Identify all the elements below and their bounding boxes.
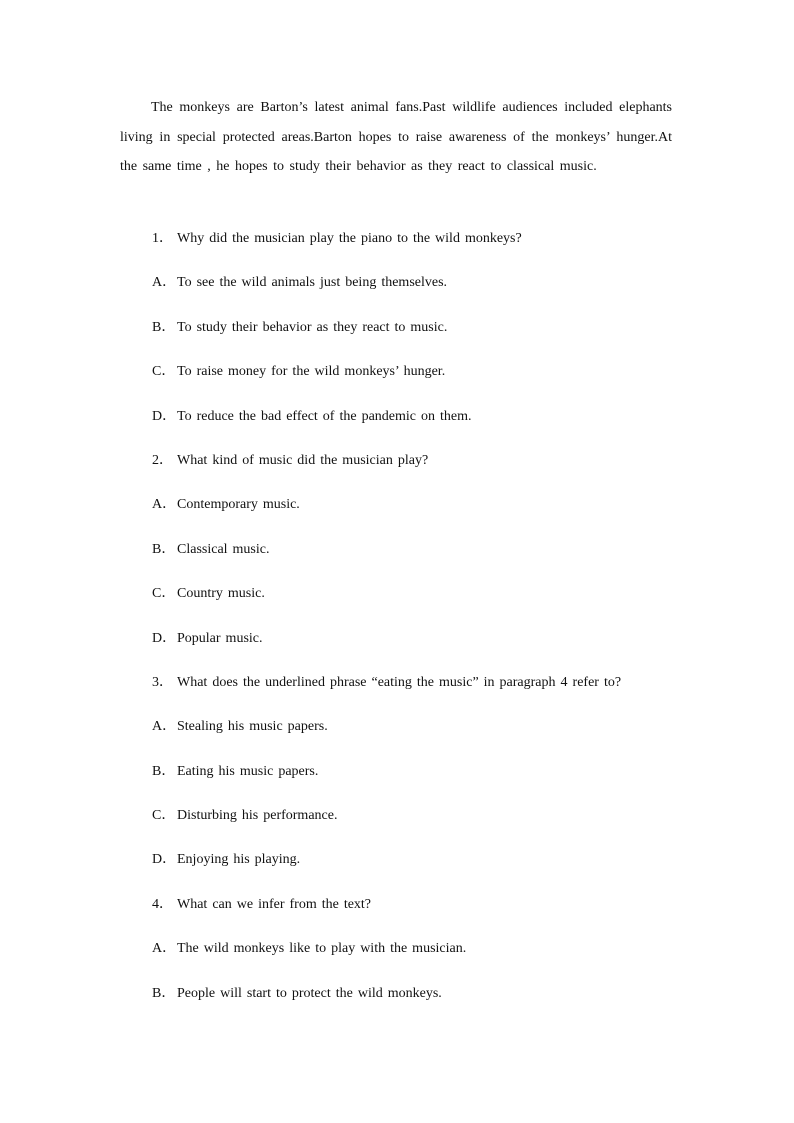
item-marker: A． xyxy=(152,275,177,291)
item-text: Disturbing his performance. xyxy=(177,808,338,824)
item-text: Why did the musician play the piano to the wild monkeys? xyxy=(177,231,522,246)
option-1d xyxy=(152,402,692,446)
question-4 xyxy=(152,890,692,934)
item-text: Enjoying his playing. xyxy=(177,852,301,868)
item-text: Popular music. xyxy=(177,630,263,646)
option-3c xyxy=(152,801,692,845)
item-marker: C． xyxy=(152,808,176,824)
item-text: What kind of music did the musician play? xyxy=(177,452,429,468)
option-2c xyxy=(152,579,692,623)
question-1 xyxy=(152,224,692,268)
item-marker: C． xyxy=(152,586,176,602)
option-2b xyxy=(152,535,692,579)
option-3a xyxy=(152,712,692,756)
item-marker: C． xyxy=(152,364,176,380)
item-marker: B． xyxy=(152,319,176,335)
item-text: Stealing his music papers. xyxy=(177,719,328,735)
item-marker: B． xyxy=(152,541,176,557)
item-text: To raise money for the wild monkeys’ hunger. xyxy=(177,364,446,380)
option-4b xyxy=(152,979,692,1023)
item-text: Classical music. xyxy=(177,541,270,557)
item-marker: 1． xyxy=(152,231,173,246)
item-text: To study their behavior as they react to music. xyxy=(177,319,448,335)
item-text: People will start to protect the wild monkeys. xyxy=(177,985,442,1001)
item-text: Country music. xyxy=(177,586,265,602)
item-marker: 3． xyxy=(152,674,173,690)
option-2a xyxy=(152,490,692,534)
item-marker: A． xyxy=(152,719,177,735)
question-list xyxy=(152,224,692,1023)
option-1c xyxy=(152,357,692,401)
item-marker: 4． xyxy=(152,896,173,912)
option-1a xyxy=(152,268,692,312)
item-text: To reduce the bad effect of the pandemic on them. xyxy=(177,408,472,424)
item-text: The wild monkeys like to play with the musician. xyxy=(177,941,467,957)
option-4a xyxy=(152,934,692,978)
item-marker: A． xyxy=(152,497,177,513)
option-3d xyxy=(152,845,692,889)
option-3b xyxy=(152,757,692,801)
item-text: Eating his music papers. xyxy=(177,763,319,779)
option-2d xyxy=(152,624,692,668)
item-marker: D． xyxy=(152,408,177,424)
item-marker: D． xyxy=(152,852,177,868)
item-text: To see the wild animals just being themselves. xyxy=(177,275,448,291)
item-marker: 2． xyxy=(152,452,173,468)
item-marker: D． xyxy=(152,630,177,646)
item-text: What can we infer from the text? xyxy=(177,896,372,912)
option-1b xyxy=(152,313,692,357)
item-marker: B． xyxy=(152,985,176,1001)
item-marker: B． xyxy=(152,763,176,779)
item-text: What does the underlined phrase “eating the music” in paragraph 4 refer to? xyxy=(177,674,622,690)
item-marker: A． xyxy=(152,941,177,957)
item-text: Contemporary music. xyxy=(177,497,300,513)
question-3 xyxy=(152,668,692,712)
passage-paragraph: The monkeys are Barton’s latest animal fans.Past wildlife audiences included elephants living in special protected areas.Barton hopes to raise awareness of the monkeys’ hunger.At the same time , he hopes to study their behavior as they react to classical music. xyxy=(120,100,672,175)
question-2 xyxy=(152,446,692,490)
